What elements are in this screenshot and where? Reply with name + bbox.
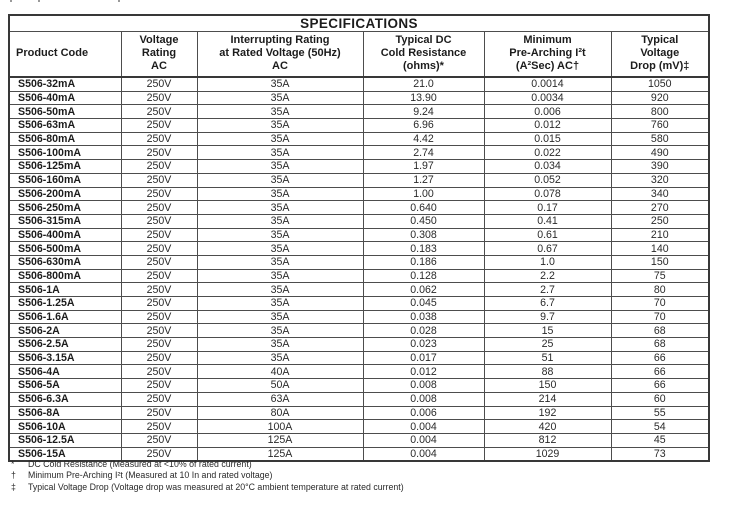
spec-value-cell: 35A	[197, 91, 363, 105]
product-code-cell: S506-800mA	[9, 269, 121, 283]
spec-value-cell: 45	[611, 433, 709, 447]
spec-value-cell: 920	[611, 91, 709, 105]
spec-value-cell: 35A	[197, 255, 363, 269]
product-code-cell: S506-10A	[9, 420, 121, 434]
spec-value-cell: 2.7	[484, 283, 611, 297]
spec-value-cell: 250V	[121, 255, 197, 269]
spec-value-cell: 35A	[197, 201, 363, 215]
spec-value-cell: 250V	[121, 392, 197, 406]
spec-value-cell: 70	[611, 297, 709, 311]
spec-value-cell: 0.006	[363, 406, 484, 420]
spec-value-cell: 6.7	[484, 297, 611, 311]
spec-value-cell: 1.97	[363, 160, 484, 174]
spec-value-cell: 250V	[121, 160, 197, 174]
spec-value-cell: 760	[611, 119, 709, 133]
spec-value-cell: 1050	[611, 77, 709, 91]
product-code-cell: S506-3.15A	[9, 351, 121, 365]
spec-value-cell: 35A	[197, 187, 363, 201]
spec-value-cell: 250V	[121, 324, 197, 338]
spec-value-cell: 0.052	[484, 173, 611, 187]
spec-value-cell: 35A	[197, 228, 363, 242]
spec-value-cell: 35A	[197, 214, 363, 228]
spec-row	[9, 105, 709, 119]
spec-value-cell: 250V	[121, 105, 197, 119]
spec-value-cell: 70	[611, 310, 709, 324]
column-header-line: at Rated Voltage (50Hz)	[219, 47, 341, 59]
spec-value-cell: 250V	[121, 269, 197, 283]
column-header-line: Pre-Arching I²t	[509, 47, 586, 59]
column-header-line: Voltage	[640, 47, 680, 59]
spec-value-cell: 250V	[121, 447, 197, 461]
spec-row	[9, 379, 709, 393]
spec-row	[9, 255, 709, 269]
spec-row	[9, 324, 709, 338]
spec-row	[9, 132, 709, 146]
spec-value-cell: 35A	[197, 146, 363, 160]
spec-value-cell: 35A	[197, 160, 363, 174]
product-code-cell: S506-1.25A	[9, 297, 121, 311]
spec-value-cell: 0.045	[363, 297, 484, 311]
spec-value-cell: 0.004	[363, 433, 484, 447]
spec-value-cell: 35A	[197, 242, 363, 256]
spec-value-cell: 0.0034	[484, 91, 611, 105]
product-code-cell: S506-40mA	[9, 91, 121, 105]
spec-value-cell: 270	[611, 201, 709, 215]
spec-value-cell: 0.038	[363, 310, 484, 324]
column-header-line: Product Code	[16, 47, 89, 59]
spec-value-cell: 0.023	[363, 338, 484, 352]
product-code-cell: S506-500mA	[9, 242, 121, 256]
spec-value-cell: 100A	[197, 420, 363, 434]
product-code-cell: S506-80mA	[9, 132, 121, 146]
table-header-row	[9, 32, 709, 78]
spec-row	[9, 228, 709, 242]
spec-value-cell: 55	[611, 406, 709, 420]
spec-row	[9, 269, 709, 283]
footnotes	[9, 459, 729, 493]
spec-value-cell: 250V	[121, 201, 197, 215]
table-title-row	[9, 15, 709, 32]
spec-value-cell: 250V	[121, 338, 197, 352]
spec-value-cell: 250V	[121, 173, 197, 187]
spec-value-cell: 0.012	[484, 119, 611, 133]
column-header-line: Drop (mV)‡	[630, 60, 690, 72]
spec-value-cell: 0.008	[363, 392, 484, 406]
column-header-line: AC	[272, 60, 288, 72]
product-code-cell: S506-4A	[9, 365, 121, 379]
spec-value-cell: 250V	[121, 146, 197, 160]
column-header	[121, 32, 197, 78]
spec-row	[9, 433, 709, 447]
spec-value-cell: 250V	[121, 214, 197, 228]
spec-row	[9, 310, 709, 324]
specifications-table	[8, 14, 710, 462]
spec-value-cell: 6.96	[363, 119, 484, 133]
spec-value-cell: 66	[611, 351, 709, 365]
product-code-cell: S506-125mA	[9, 160, 121, 174]
spec-value-cell: 51	[484, 351, 611, 365]
column-header	[197, 32, 363, 78]
spec-value-cell: 1.00	[363, 187, 484, 201]
spec-value-cell: 0.640	[363, 201, 484, 215]
spec-value-cell: 250V	[121, 420, 197, 434]
spec-value-cell: 0.015	[484, 132, 611, 146]
spec-value-cell: 63A	[197, 392, 363, 406]
footnote-symbol: ‡	[11, 481, 16, 492]
spec-value-cell: 250V	[121, 91, 197, 105]
spec-value-cell: 250V	[121, 283, 197, 297]
spec-value-cell: 490	[611, 146, 709, 160]
product-code-cell: S506-6.3A	[9, 392, 121, 406]
spec-value-cell: 35A	[197, 338, 363, 352]
spec-row	[9, 119, 709, 133]
spec-row	[9, 351, 709, 365]
spec-value-cell: 35A	[197, 269, 363, 283]
column-header	[9, 32, 121, 78]
spec-value-cell: 0.006	[484, 105, 611, 119]
spec-value-cell: 250	[611, 214, 709, 228]
spec-value-cell: 0.028	[363, 324, 484, 338]
spec-value-cell: 0.308	[363, 228, 484, 242]
product-code-cell: S506-160mA	[9, 173, 121, 187]
spec-value-cell: 125A	[197, 447, 363, 461]
spec-value-cell: 4.42	[363, 132, 484, 146]
spec-row	[9, 214, 709, 228]
spec-value-cell: 1.0	[484, 255, 611, 269]
spec-row	[9, 173, 709, 187]
column-header-line: AC	[151, 60, 167, 72]
product-code-cell: S506-63mA	[9, 119, 121, 133]
footnote-symbol: †	[11, 470, 16, 481]
spec-value-cell: 0.017	[363, 351, 484, 365]
spec-value-cell: 800	[611, 105, 709, 119]
spec-value-cell: 250V	[121, 187, 197, 201]
spec-value-cell: 75	[611, 269, 709, 283]
column-header-line: (ohms)*	[403, 60, 444, 72]
spec-value-cell: 250V	[121, 433, 197, 447]
spec-value-cell: 250V	[121, 351, 197, 365]
spec-value-cell: 250V	[121, 297, 197, 311]
spec-value-cell: 420	[484, 420, 611, 434]
spec-value-cell: 250V	[121, 406, 197, 420]
column-header-line: Typical	[641, 34, 679, 46]
spec-row	[9, 146, 709, 160]
spec-value-cell: 35A	[197, 351, 363, 365]
spec-value-cell: 21.0	[363, 77, 484, 91]
spec-value-cell: 0.008	[363, 379, 484, 393]
spec-value-cell: 66	[611, 379, 709, 393]
product-code-cell: S506-200mA	[9, 187, 121, 201]
spec-value-cell: 0.61	[484, 228, 611, 242]
product-code-cell: S506-12.5A	[9, 433, 121, 447]
spec-value-cell: 35A	[197, 132, 363, 146]
spec-value-cell: 35A	[197, 77, 363, 91]
table-body	[9, 77, 709, 461]
spec-value-cell: 250V	[121, 242, 197, 256]
column-header-line: Minimum	[523, 34, 572, 46]
product-code-cell: S506-8A	[9, 406, 121, 420]
spec-value-cell: 390	[611, 160, 709, 174]
spec-value-cell: 0.004	[363, 447, 484, 461]
footnote-symbol: *	[11, 459, 15, 469]
spec-value-cell: 25	[484, 338, 611, 352]
product-code-cell: S506-400mA	[9, 228, 121, 242]
spec-value-cell: 0.078	[484, 187, 611, 201]
spec-value-cell: 80A	[197, 406, 363, 420]
spec-value-cell: 35A	[197, 310, 363, 324]
spec-value-cell: 210	[611, 228, 709, 242]
spec-value-cell: 250V	[121, 77, 197, 91]
product-code-cell: S506-250mA	[9, 201, 121, 215]
spec-row	[9, 338, 709, 352]
spec-value-cell: 1.27	[363, 173, 484, 187]
footnote-text: DC Cold Resistance (Measured at <10% of rated current)	[28, 459, 252, 469]
spec-value-cell: 140	[611, 242, 709, 256]
spec-value-cell: 0.17	[484, 201, 611, 215]
column-header-line: Cold Resistance	[380, 47, 467, 59]
spec-value-cell: 68	[611, 338, 709, 352]
footnote-line	[9, 482, 729, 493]
spec-value-cell: 9.7	[484, 310, 611, 324]
spec-value-cell: 250V	[121, 310, 197, 324]
spec-value-cell: 580	[611, 132, 709, 146]
spec-value-cell: 40A	[197, 365, 363, 379]
spec-value-cell: 192	[484, 406, 611, 420]
spec-value-cell: 15	[484, 324, 611, 338]
product-code-cell: S506-2.5A	[9, 338, 121, 352]
footnote-line	[9, 459, 729, 470]
spec-value-cell: 0.022	[484, 146, 611, 160]
spec-value-cell: 250V	[121, 379, 197, 393]
column-header	[611, 32, 709, 78]
column-header	[363, 32, 484, 78]
spec-value-cell: 60	[611, 392, 709, 406]
product-code-cell: S506-100mA	[9, 146, 121, 160]
spec-value-cell: 150	[484, 379, 611, 393]
spec-value-cell: 0.41	[484, 214, 611, 228]
spec-value-cell: 0.012	[363, 365, 484, 379]
column-header-line: Typical DC	[395, 34, 452, 46]
product-code-cell: S506-2A	[9, 324, 121, 338]
spec-row	[9, 406, 709, 420]
spec-value-cell: 0.450	[363, 214, 484, 228]
spec-row	[9, 160, 709, 174]
footnote-text: Typical Voltage Drop (Voltage drop was measured at 20°C ambient temperature at rated current)	[28, 481, 404, 492]
spec-value-cell: 0.128	[363, 269, 484, 283]
spec-value-cell: 812	[484, 433, 611, 447]
spec-value-cell: 35A	[197, 173, 363, 187]
spec-row	[9, 77, 709, 91]
spec-value-cell: 50A	[197, 379, 363, 393]
spec-row	[9, 365, 709, 379]
spec-row	[9, 283, 709, 297]
spec-value-cell: 0.0014	[484, 77, 611, 91]
spec-value-cell: 2.74	[363, 146, 484, 160]
spec-value-cell: 88	[484, 365, 611, 379]
spec-row	[9, 392, 709, 406]
spec-value-cell: 0.004	[363, 420, 484, 434]
spec-value-cell: 9.24	[363, 105, 484, 119]
column-header-line: Interrupting Rating	[230, 34, 330, 46]
spec-row	[9, 187, 709, 201]
spec-value-cell: 2.2	[484, 269, 611, 283]
spec-value-cell: 35A	[197, 297, 363, 311]
spec-value-cell: 73	[611, 447, 709, 461]
column-header-line: Rating	[141, 47, 177, 59]
column-header-line: Voltage	[139, 34, 179, 46]
product-code-cell: S506-630mA	[9, 255, 121, 269]
spec-value-cell: 0.67	[484, 242, 611, 256]
spec-value-cell: 340	[611, 187, 709, 201]
spec-value-cell: 320	[611, 173, 709, 187]
spec-row	[9, 201, 709, 215]
spec-row	[9, 297, 709, 311]
column-header-line: (A²Sec) AC†	[515, 60, 580, 72]
spec-row	[9, 91, 709, 105]
product-code-cell: S506-1.6A	[9, 310, 121, 324]
footnote-line	[9, 470, 729, 481]
spec-value-cell: 0.183	[363, 242, 484, 256]
spec-value-cell: 0.186	[363, 255, 484, 269]
product-code-cell: S506-315mA	[9, 214, 121, 228]
spec-row	[9, 420, 709, 434]
spec-value-cell: 1029	[484, 447, 611, 461]
cropped-text-remnant	[0, 0, 736, 3]
product-code-cell: S506-1A	[9, 283, 121, 297]
spec-value-cell: 66	[611, 365, 709, 379]
spec-value-cell: 214	[484, 392, 611, 406]
spec-value-cell: 250V	[121, 119, 197, 133]
spec-value-cell: 125A	[197, 433, 363, 447]
spec-value-cell: 150	[611, 255, 709, 269]
spec-value-cell: 35A	[197, 324, 363, 338]
spec-value-cell: 80	[611, 283, 709, 297]
column-header	[484, 32, 611, 78]
table-title: SPECIFICATIONS	[9, 15, 709, 32]
footnote-text: Minimum Pre-Arching I²t (Measured at 10 In and rated voltage)	[28, 470, 273, 481]
spec-value-cell: 250V	[121, 365, 197, 379]
spec-value-cell: 35A	[197, 283, 363, 297]
spec-value-cell: 13.90	[363, 91, 484, 105]
spec-value-cell: 0.062	[363, 283, 484, 297]
spec-value-cell: 0.034	[484, 160, 611, 174]
product-code-cell: S506-32mA	[9, 77, 121, 91]
spec-row	[9, 242, 709, 256]
spec-value-cell: 68	[611, 324, 709, 338]
product-code-cell: S506-50mA	[9, 105, 121, 119]
product-code-cell: S506-5A	[9, 379, 121, 393]
spec-value-cell: 250V	[121, 228, 197, 242]
spec-value-cell: 35A	[197, 119, 363, 133]
product-code-cell: S506-15A	[9, 447, 121, 461]
spec-value-cell: 54	[611, 420, 709, 434]
spec-value-cell: 250V	[121, 132, 197, 146]
spec-value-cell: 35A	[197, 105, 363, 119]
